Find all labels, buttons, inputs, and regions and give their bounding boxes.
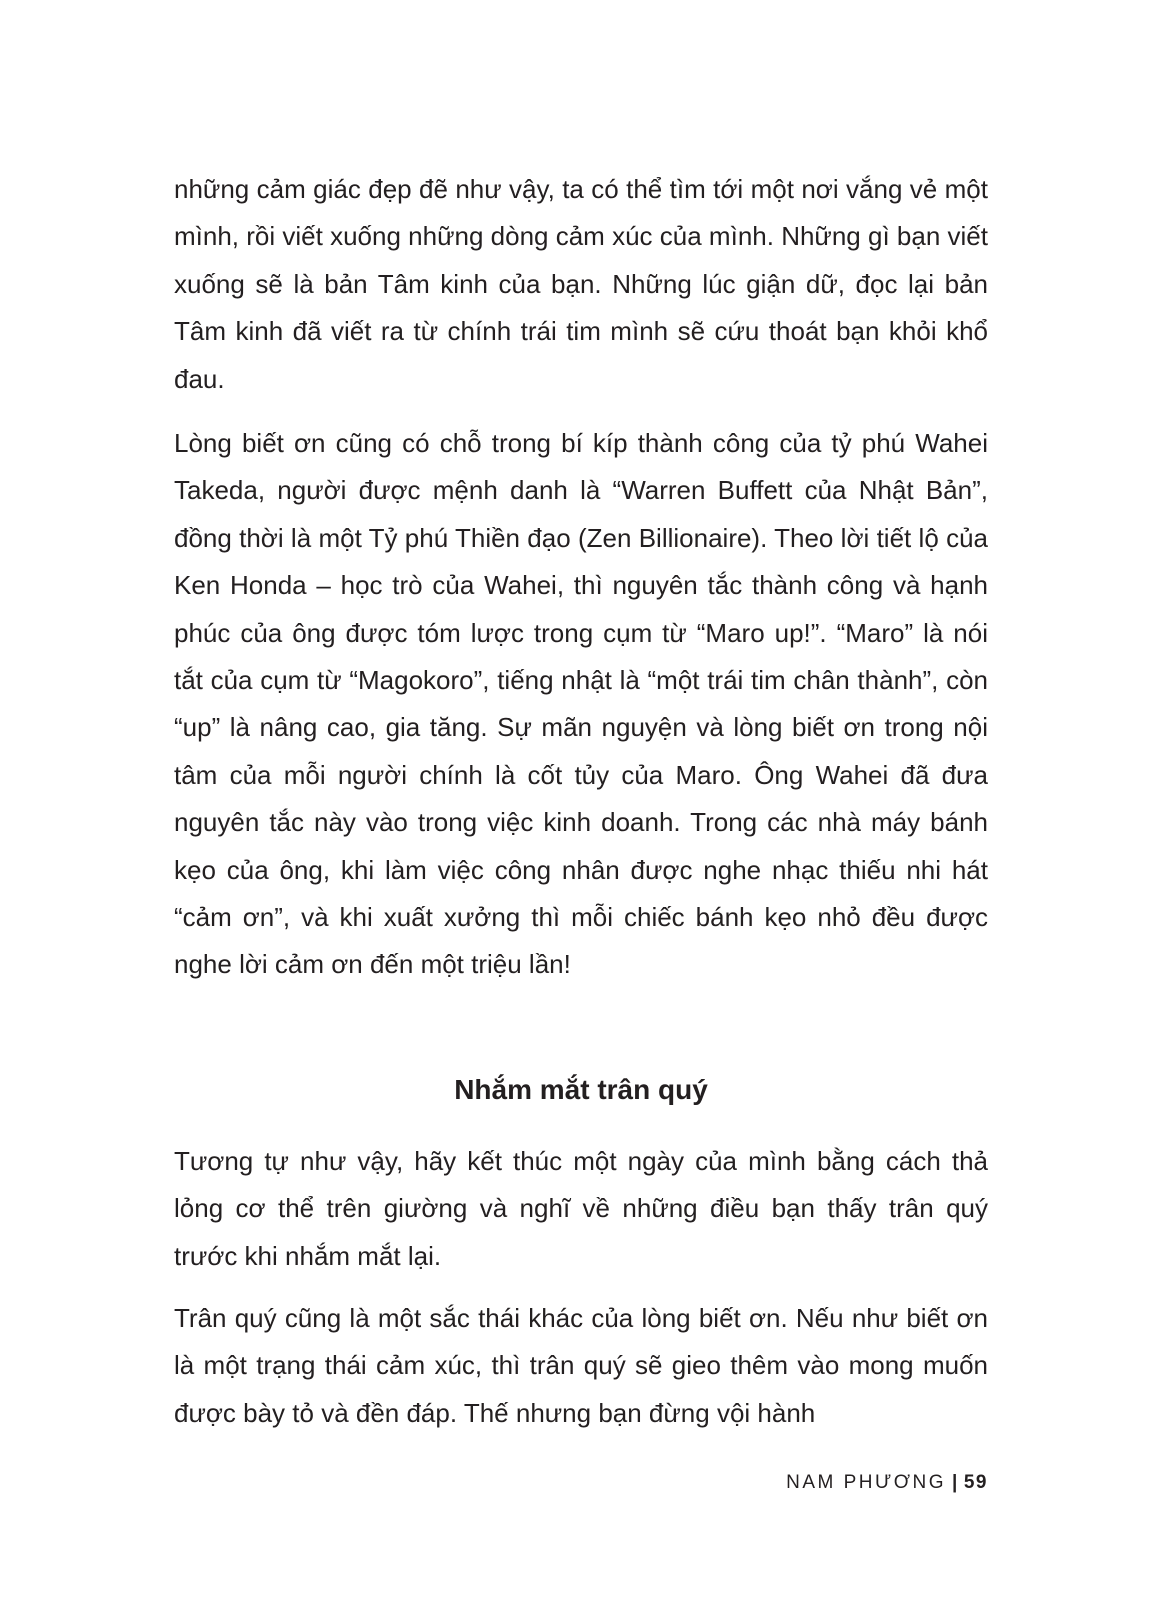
- page-footer: [786, 1469, 988, 1497]
- body-paragraph-4: Trân quý cũng là một sắc thái khác của lòng biết ơn. Nếu như biết ơn là một trạng thái cảm xúc, thì trân quý sẽ gieo thêm vào mong muốn được bày tỏ và đền đáp. Thế nhưng bạn đừng vội hành: [174, 1303, 988, 1428]
- body-paragraph-1: những cảm giác đẹp đẽ như vậy, ta có thể tìm tới một nơi vắng vẻ một mình, rồi viết xuống những dòng cảm xúc của mình. Những gì bạn viết xuống sẽ là bản Tâm kinh của bạn. Những lúc giận dữ, đọc lại bản Tâm kinh đã viết ra từ chính trái tim mình sẽ cứu thoát bạn khỏi khổ đau.: [174, 174, 988, 394]
- section-heading: Nhắm mắt trân quý: [454, 1074, 708, 1105]
- body-paragraph-3: Tương tự như vậy, hãy kết thúc một ngày của mình bằng cách thả lỏng cơ thể trên giường và nghĩ về những điều bạn thấy trân quý trước khi nhắm mắt lại.: [174, 1146, 988, 1271]
- body-paragraph-2: Lòng biết ơn cũng có chỗ trong bí kíp thành công của tỷ phú Wahei Takeda, người được mệnh danh là “Warren Buffett của Nhật Bản”, đồng thời là một Tỷ phú Thiền đạo (Zen Billionaire). Theo lời tiết lộ của Ken Honda – học trò của Wahei, thì nguyên tắc thành công và hạnh phúc của ông được tóm lược trong cụm từ “Maro up!”. “Maro” là nói tắt của cụm từ “Magokoro”, tiếng nhật là “một trái tim chân thành”, còn “up” là nâng cao, gia tăng. Sự mãn nguyện và lòng biết ơn trong nội tâm của mỗi người chính là cốt tủy của Maro. Ông Wahei đã đưa nguyên tắc này vào trong việc kinh doanh. Trong các nhà máy bánh kẹo của ông, khi làm việc công nhân được nghe nhạc thiếu nhi hát “cảm ơn”, và khi xuất xưởng thì mỗi chiếc bánh kẹo nhỏ đều được nghe lời cảm ơn đến một triệu lần!: [174, 428, 988, 980]
- footer-separator: |: [952, 1472, 960, 1493]
- page-number: 59: [963, 1472, 988, 1493]
- footer-author: NAM PHƯƠNG: [786, 1472, 947, 1493]
